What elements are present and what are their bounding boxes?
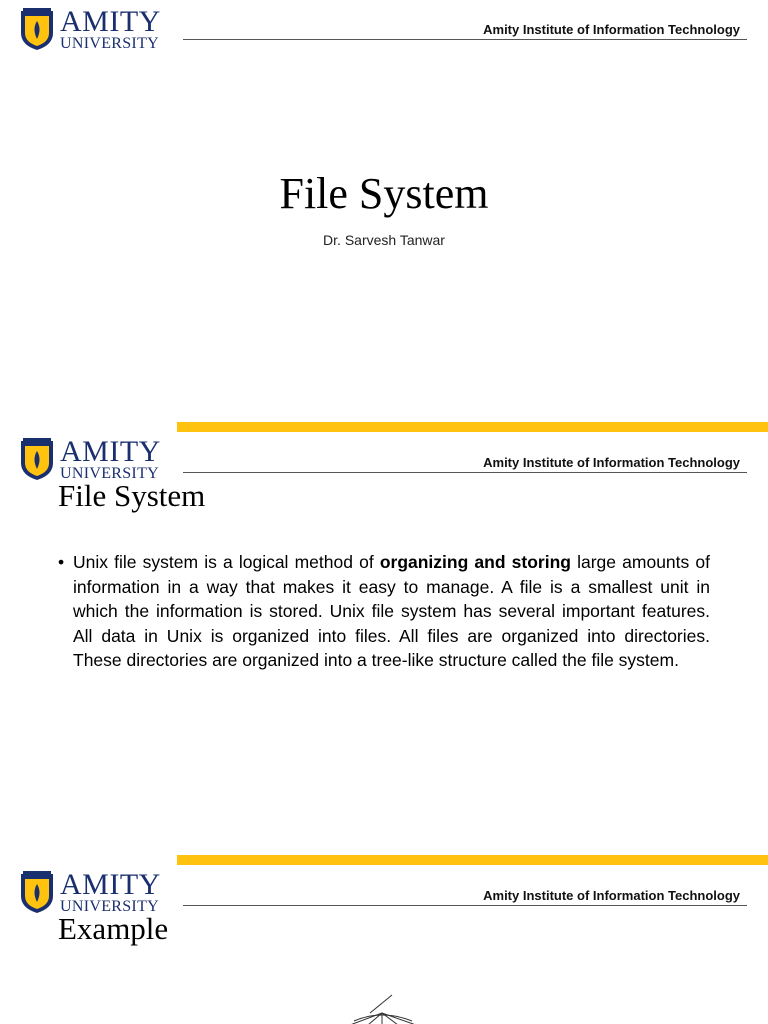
amity-logo (18, 5, 161, 57)
presentation-author: Dr. Sarvesh Tanwar (323, 232, 445, 248)
logo-wordmark: AMITY (60, 868, 161, 901)
accent-bar (177, 855, 768, 865)
logo-wordmark: AMITY (60, 5, 161, 38)
institute-name: Amity Institute of Information Technology (483, 455, 740, 470)
logo-wordmark: AMITY (60, 435, 161, 468)
bullet-text: Unix file system is a logical method of organizing and storing large amounts of information in a way that makes it easy to manage. A file is a smallest unit in which the information is stored. Unix file system has several important features. All data in Unix is organized into files. All files are organized into directories. These directories are organized into a tree-like structure called the file system. (73, 552, 710, 670)
title-slide (0, 0, 768, 410)
institute-name: Amity Institute of Information Technology (483, 22, 740, 37)
tree-diagram-fragment (340, 993, 430, 1024)
header-divider (183, 39, 747, 40)
logo-subtitle: UNIVERSITY (60, 465, 159, 482)
amity-shield-icon (18, 437, 56, 481)
accent-bar (177, 422, 768, 432)
amity-shield-icon (18, 7, 56, 51)
bullet-emphasis: organizing and storing (379, 552, 571, 572)
slide-heading: Example (58, 911, 169, 946)
logo-subtitle: UNIVERSITY (60, 898, 159, 915)
bullet-item (58, 550, 710, 673)
institute-name: Amity Institute of Information Technology (483, 888, 740, 903)
amity-shield-icon (18, 870, 56, 914)
content-slide-example (0, 843, 768, 1024)
header-divider (183, 905, 747, 906)
bullet-icon: • (58, 552, 65, 572)
content-slide-file-system (0, 410, 768, 843)
header-divider (183, 472, 747, 473)
logo-subtitle: UNIVERSITY (60, 35, 159, 52)
presentation-title: File System (279, 169, 489, 218)
slide-heading: File System (58, 478, 206, 513)
